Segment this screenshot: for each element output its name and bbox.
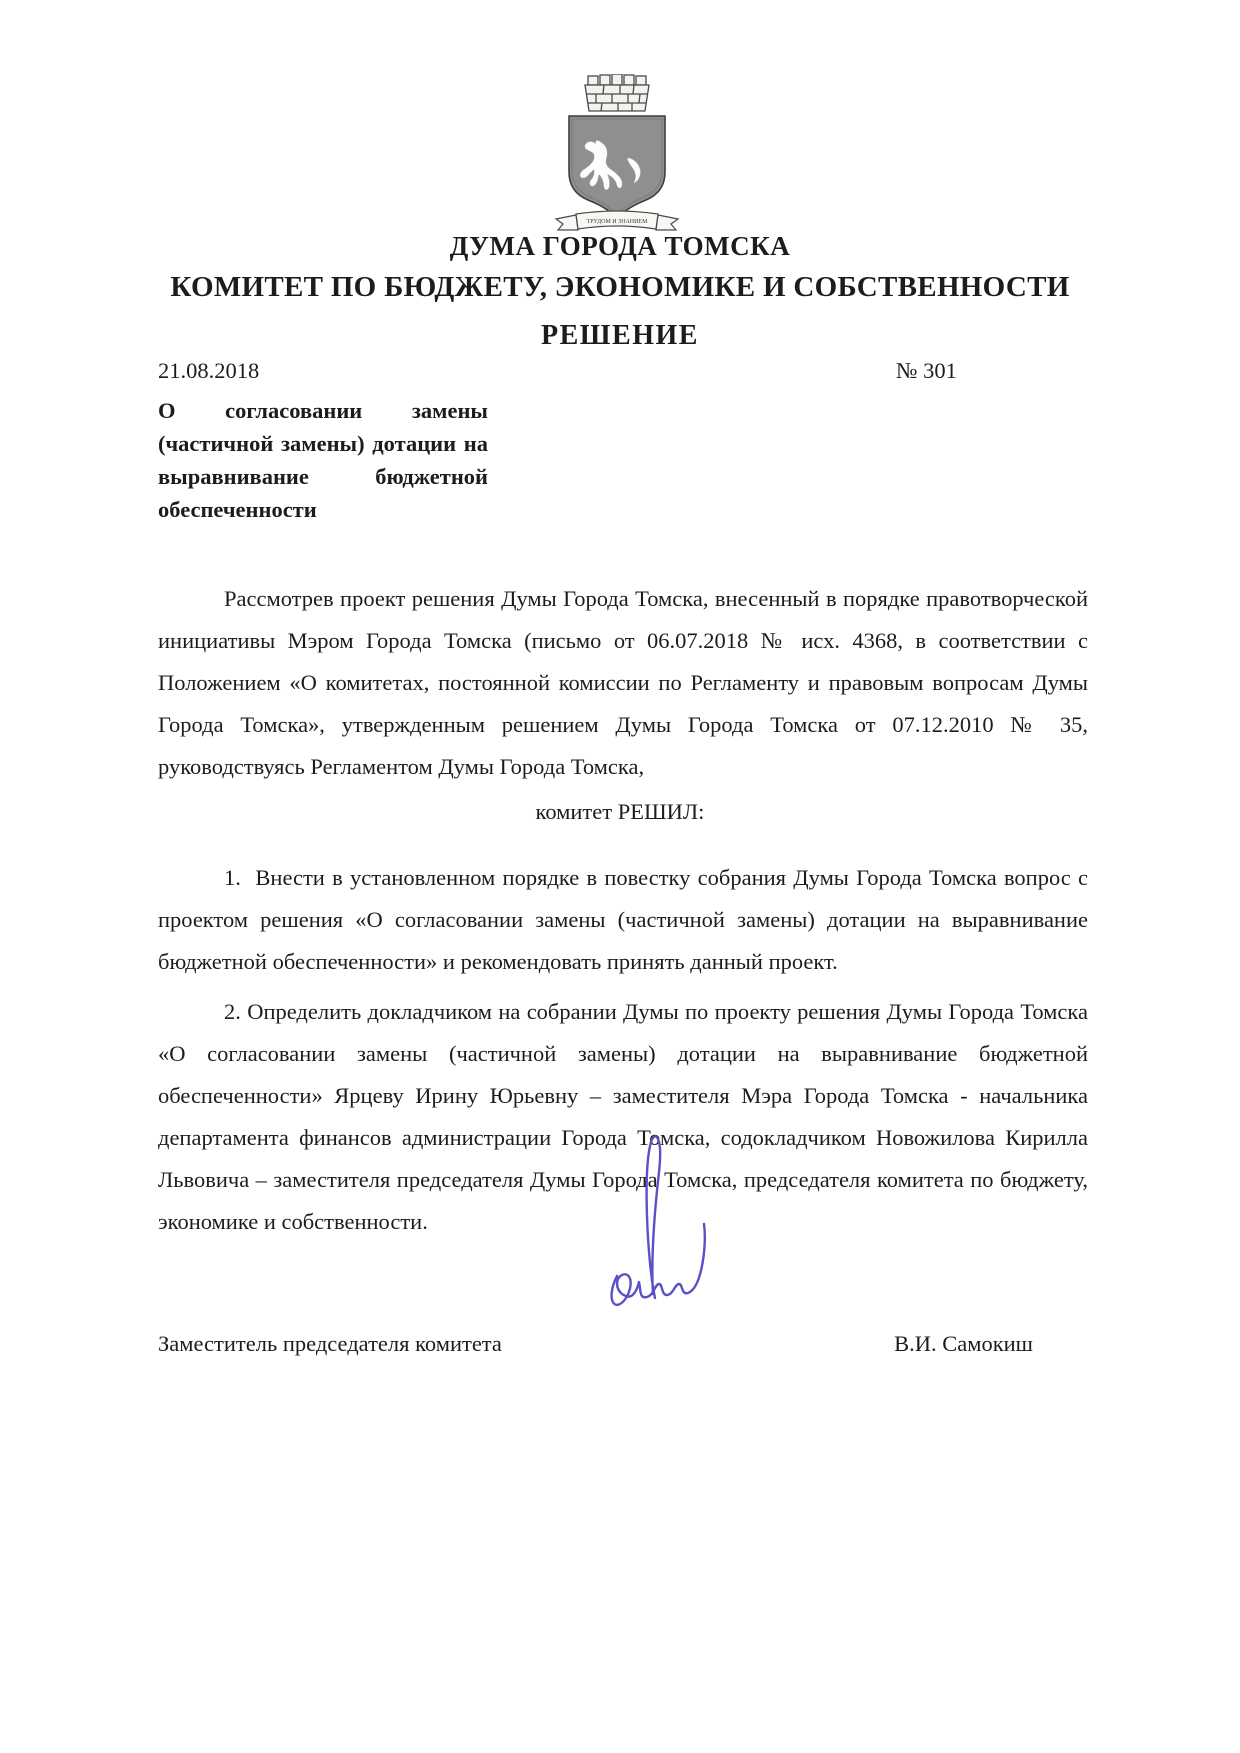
resolution-item-2: 2. Определить докладчиком на собрании Думы по проекту решения Думы Города Томска «О согласовании замены (частичной замены) дотации на выравнивание бюджетной обеспеченности» Ярцеву Ирину Юрьевну – заместителя Мэра Города Томска - начальника департамента финансов администрации Города Томска, содокладчиком Новожилова Кирилла Львовича – заместителя председателя Думы Города Томска, председателя комитета по бюджету, экономике и собственности. [158, 999, 1088, 1234]
tomsk-coat-of-arms-icon [532, 74, 702, 236]
signer-name: В.И. Самокиш [894, 1331, 1033, 1356]
preamble-paragraph: Рассмотрев проект решения Думы Города Томска, внесенный в порядке правотворческой инициативы Мэром Города Томска (письмо от 06.07.2018 № исх. 4368, в соответствии с Положением «О комитетах, постоянной комиссии по Регламенту и правовым вопросам Думы Города Томска», утвержденным решением Думы Города Томска от 07.12.2010 № 35, руководствуясь Регламентом Думы Города Томска, [158, 586, 1088, 779]
coat-of-arms-ribbon-icon [556, 211, 678, 230]
document-number: № 301 [896, 358, 957, 383]
document-date: 21.08.2018 [158, 358, 260, 383]
meta-row [158, 358, 1088, 384]
coat-of-arms-shield-icon [569, 116, 665, 220]
resolution-item-1: 1. Внести в установленном порядке в повестку собрания Думы Города Томска вопрос с проектом решения «О согласовании замены (частичной замены) дотации на выравнивание бюджетной обеспеченности» и рекомендовать принять данный проект. [158, 865, 1088, 974]
organization-title: ДУМА ГОРОДА ТОМСКА [449, 231, 791, 261]
resolution-intro: комитет РЕШИЛ: [535, 799, 705, 824]
committee-title: КОМИТЕТ ПО БЮДЖЕТУ, ЭКОНОМИКЕ И СОБСТВЕННОСТИ [170, 271, 1070, 303]
signature-row [158, 1331, 1088, 1357]
ribbon-motto-text: ТРУДОМ И ЗНАНИЕМ [586, 219, 648, 225]
document-subject: О согласовании замены (частичной замены) дотации на выравнивание бюджетной обеспеченности [158, 398, 488, 522]
coat-of-arms-crown-icon [585, 74, 649, 111]
document-type-title: РЕШЕНИЕ [541, 320, 699, 351]
signer-position: Заместитель председателя комитета [158, 1331, 502, 1356]
handwritten-signature [593, 1128, 738, 1318]
